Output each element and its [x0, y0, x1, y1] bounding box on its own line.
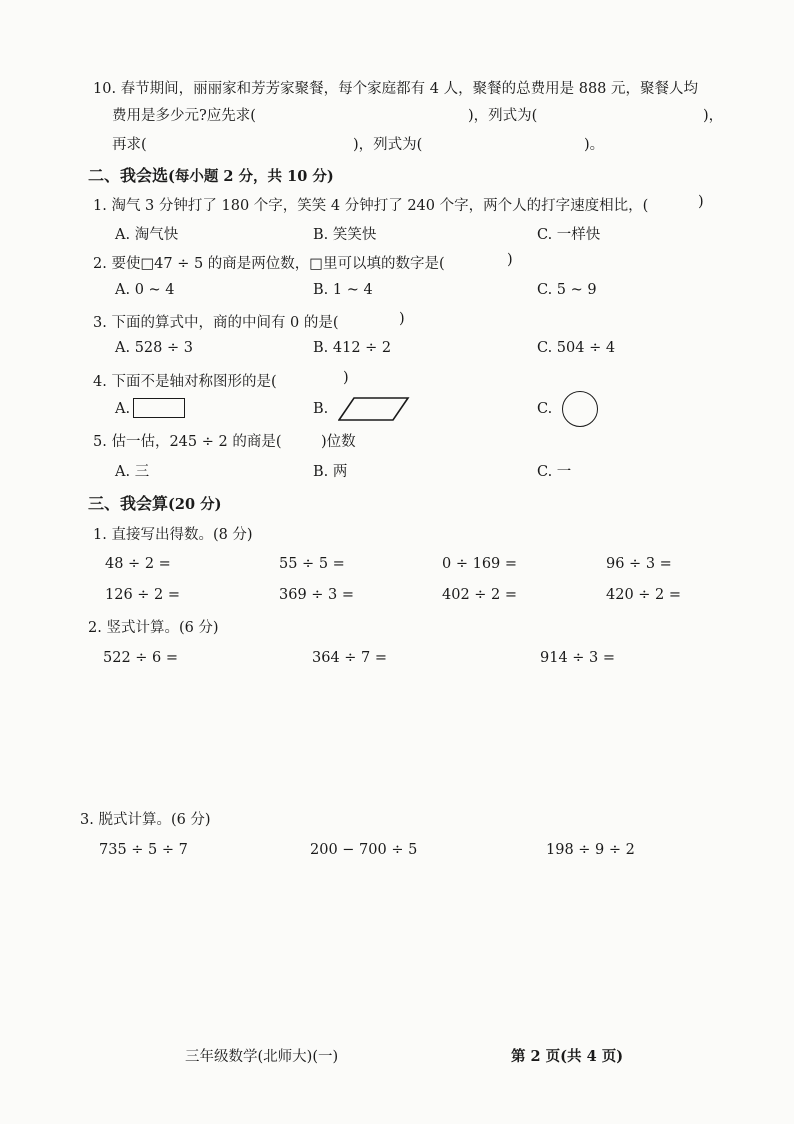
s2-q2-option-b: B. 1 ~ 4	[313, 282, 373, 298]
s3-p1-r2-c3: 402 ÷ 2 =	[442, 587, 518, 603]
parallelogram-shape	[338, 396, 410, 422]
s2-q3-option-c: C. 504 ÷ 4	[537, 340, 616, 356]
s2-q4-close: )	[343, 370, 349, 386]
s2-q1-close: )	[698, 194, 704, 210]
s3-p3-item1: 735 ÷ 5 ÷ 7	[99, 842, 188, 858]
footer-title: 三年级数学(北师大)(一)	[185, 1049, 339, 1065]
s2-q1-option-b: B. 笑笑快	[313, 227, 377, 243]
s2-q4-text: 4. 下面不是轴对称图形的是(	[93, 374, 277, 390]
s2-q4-option-a: A.	[115, 401, 131, 417]
section2-note: (每小题 2 分，共 10 分)	[168, 168, 334, 185]
s3-p3-item3: 198 ÷ 9 ÷ 2	[546, 842, 635, 858]
s3-p2-item2: 364 ÷ 7 =	[312, 650, 388, 666]
s2-q4-option-c: C.	[537, 401, 553, 417]
s3-p1-r1-c1: 48 ÷ 2 =	[105, 556, 171, 572]
q10-line3-c: )。	[584, 137, 605, 153]
q10-line2-c: )，	[703, 108, 724, 124]
s2-q5-option-b: B. 两	[313, 464, 348, 480]
section3-note: (20 分)	[168, 496, 222, 513]
s2-q2-text: 2. 要使□47 ÷ 5 的商是两位数，□里可以填的数字是(	[93, 256, 445, 272]
s2-q2-close: )	[507, 252, 513, 268]
s3-p1-r1-c2: 55 ÷ 5 =	[279, 556, 345, 572]
s2-q3-text: 3. 下面的算式中，商的中间有 0 的是(	[93, 315, 339, 331]
q10-line3-b: )，列式为(	[353, 137, 423, 153]
s2-q5-option-c: C. 一	[537, 464, 572, 480]
s3-p2-title: 2. 竖式计算。(6 分)	[88, 620, 219, 636]
s2-q3-option-a: A. 528 ÷ 3	[115, 340, 193, 356]
s2-q5-text: 5. 估一估，245 ÷ 2 的商是(	[93, 434, 282, 450]
section3-heading: 三、我会算	[88, 494, 169, 513]
s3-p1-r1-c4: 96 ÷ 3 =	[606, 556, 672, 572]
s2-q5-close: )位数	[321, 434, 356, 450]
section2-title	[88, 163, 334, 186]
s2-q2-option-c: C. 5 ~ 9	[537, 282, 597, 298]
page-number: 第 2 页(共 4 页)	[511, 1048, 624, 1065]
s3-p1-r2-c1: 126 ÷ 2 =	[105, 587, 181, 603]
circle-shape	[562, 391, 598, 427]
s3-p3-item2: 200 − 700 ÷ 5	[310, 842, 418, 858]
s2-q3-option-b: B. 412 ÷ 2	[313, 340, 392, 356]
s3-p1-r2-c2: 369 ÷ 3 =	[279, 587, 355, 603]
s2-q3-close: )	[399, 311, 405, 327]
s2-q1-option-a: A. 淘气快	[115, 227, 179, 243]
s2-q4-option-b: B.	[313, 401, 329, 417]
section2-heading: 二、我会选	[88, 166, 169, 185]
s2-q1-text: 1. 淘气 3 分钟打了 180 个字，笑笑 4 分钟打了 240 个字，两个人的打字速度相比，(	[93, 198, 649, 214]
s3-p1-r2-c4: 420 ÷ 2 =	[606, 587, 682, 603]
s3-p2-item1: 522 ÷ 6 =	[103, 650, 179, 666]
s2-q5-option-a: A. 三	[115, 464, 150, 480]
s3-p3-title: 3. 脱式计算。(6 分)	[80, 812, 211, 828]
s2-q2-option-a: A. 0 ~ 4	[115, 282, 175, 298]
q10-line2-b: )，列式为(	[468, 108, 538, 124]
q10-line3-a: 再求(	[112, 137, 147, 153]
q10-line2-a: 费用是多少元?应先求(	[112, 108, 256, 124]
s2-q1-option-c: C. 一样快	[537, 227, 601, 243]
section3-title	[88, 491, 221, 514]
s3-p2-item3: 914 ÷ 3 =	[540, 650, 616, 666]
s3-p1-r1-c3: 0 ÷ 169 =	[442, 556, 518, 572]
s3-p1-title: 1. 直接写出得数。(8 分)	[93, 527, 253, 543]
q10-line1: 10. 春节期间，丽丽家和芳芳家聚餐，每个家庭都有 4 人，聚餐的总费用是 888 元，聚餐人均	[93, 81, 699, 97]
rectangle-shape	[133, 398, 185, 418]
